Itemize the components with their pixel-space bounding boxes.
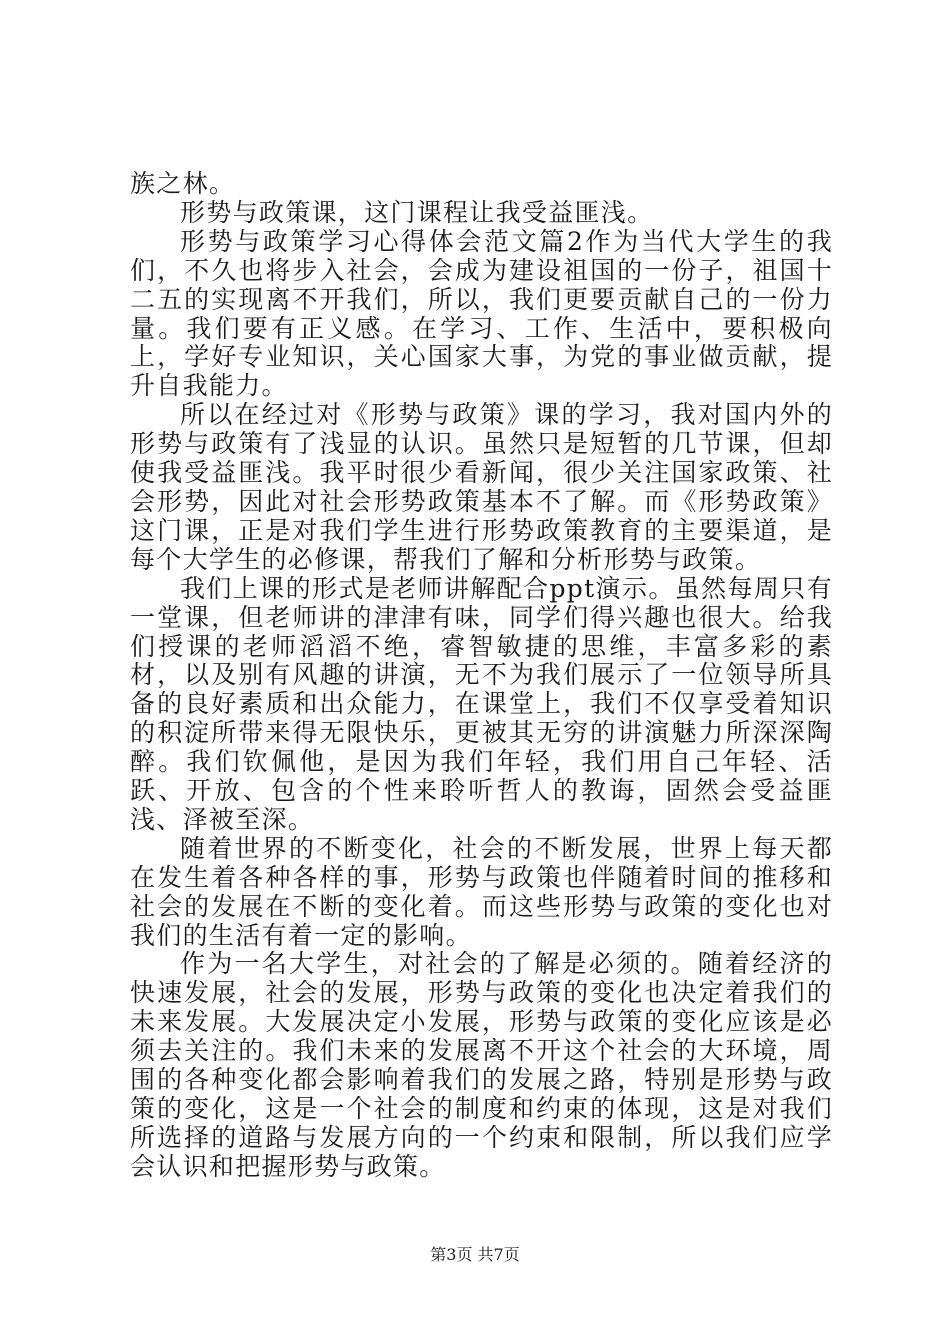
paragraph: 我们上课的形式是老师讲解配合ppt演示。虽然每周只有一堂课，但老师讲的津津有味，同学们得兴趣也很大。给我们授课的老师滔滔不绝，睿智敏捷的思维，丰富多彩的素材，以及别有风趣的讲演，无不为我们展示了一位领导所具备的良好素质和出众能力，在课堂上，我们不仅享受着知识的积淀所带来得无限快乐，更被其无穷的讲演魅力所深深陶醉。我们钦佩他，是因为我们年轻，我们用自己年轻、活跃、开放、包含的个性来聆听哲人的教诲，固然会受益匪浅、泽被至深。 [130, 573, 833, 834]
paragraph: 作为一名大学生，对社会的了解是必须的。随着经济的快速发展，社会的发展，形势与政策的变化也决定着我们的未来发展。大发展决定小发展，形势与政策的变化应该是必须去关注的。我们未来的发展离不开这个社会的大环境，周围的各种变化都会影响着我们的发展之路，特别是形势与政策的变化，这是一个社会的制度和约束的体现，这是对我们所选择的道路与发展方向的一个约束和限制，所以我们应学会认识和把握形势与政策。 [130, 949, 833, 1181]
page-footer: 第3页 共7页 [430, 1245, 520, 1264]
paragraph: 形势与政策学习心得体会范文篇2作为当代大学生的我们，不久也将步入社会，会成为建设祖国的一份子，祖国十二五的实现离不开我们，所以，我们更要贡献自己的一份力量。我们要有正义感。在学习、工作、生活中，要积极向上，学好专业知识，关心国家大事，为党的事业做贡献，提升自我能力。 [130, 226, 833, 401]
paragraph: 形势与政策课，这门课程让我受益匪浅。 [180, 197, 654, 227]
paragraph: 随着世界的不断变化，社会的不断发展，世界上每天都在发生着各种各样的事，形势与政策也伴随着时间的推移和社会的发展在不断的变化着。而这些形势与政策的变化也对我们的生活有着一定的影响。 [130, 833, 833, 950]
document-body [130, 170, 833, 1182]
paragraph: 所以在经过对《形势与政策》课的学习，我对国内外的形势与政策有了浅显的认识。虽然只是短暂的几节课，但却使我受益匪浅。我平时很少看新闻，很少关注国家政策、社会形势，因此对社会形势政策基本不了解。而《形势政策》这门课，正是对我们学生进行形势政策教育的主要渠道，是每个大学生的必修课，帮我们了解和分析形势与政策。 [130, 400, 833, 574]
paragraph-continuation: 族之林。 [130, 169, 236, 198]
